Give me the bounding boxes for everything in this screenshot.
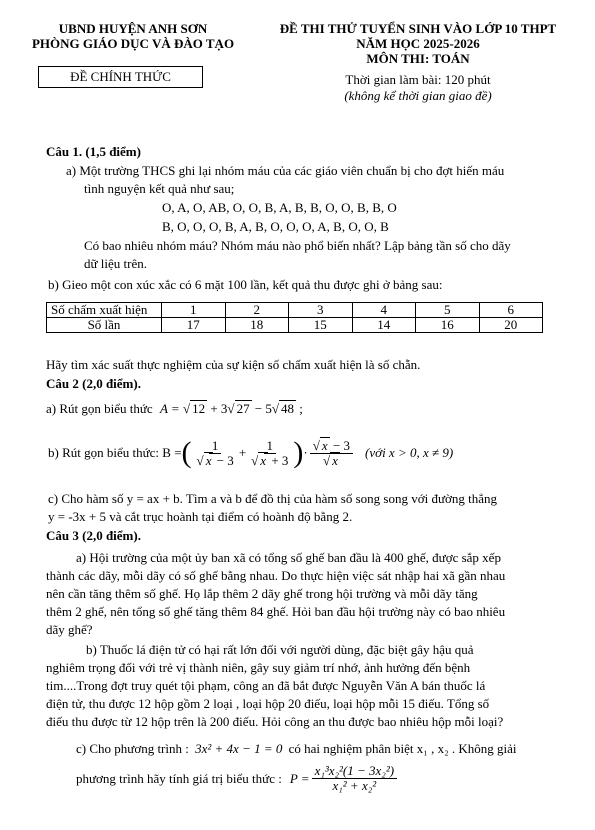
q1-title: Câu 1. (1,5 điểm) bbox=[46, 144, 141, 159]
q3-c-p-label: P = bbox=[289, 770, 310, 786]
header-right-line3: MÔN THI: TOÁN bbox=[366, 51, 470, 66]
official-box bbox=[38, 66, 203, 88]
q2-c-line1: c) Cho hàm số y = ax + b. Tìm a và b để đồ thị của hàm số song song với đường thẳng bbox=[48, 491, 497, 506]
q2-b-prefix: b) Rút gọn biểu thức: B = bbox=[48, 445, 182, 460]
table-cell: 14 bbox=[352, 318, 416, 333]
table-cell: 3 bbox=[289, 303, 353, 318]
expr-operator: − 5 bbox=[254, 401, 272, 416]
fraction-3 bbox=[310, 439, 353, 468]
q3-b-line2: nghiêm trọng đối với trẻ vị thành niên, gây suy giảm trí nhớ, ảnh hưởng đến bệnh bbox=[46, 660, 471, 675]
fraction-denominator: √ x bbox=[322, 452, 338, 468]
q3-b-line4: điện tử, thu được 12 hộp gồm 2 loại , loại hộp 20 điếu, loại hộp mỗi 15 điếu. Tổng số bbox=[46, 696, 490, 711]
q3-c-line2-prefix: phương trình hãy tính giá trị biểu thức : bbox=[76, 770, 282, 786]
header-right-line2: NĂM HỌC 2025-2026 bbox=[356, 36, 480, 51]
header-left-line2: PHÒNG GIÁO DỤC VÀ ĐÀO TẠO bbox=[31, 36, 235, 51]
q2-a-line: a) Rút gọn biểu thức A = √ 12 + 3√ 27 − 5√ 48 ; bbox=[46, 401, 303, 416]
exam-time: Thời gian làm bài: 120 phút bbox=[345, 72, 491, 87]
table-header-faces: Số chấm xuất hiện bbox=[47, 303, 162, 318]
q1-b-line: b) Gieo một con xúc xắc có 6 mặt 100 lần, kết quả thu được ghi ở bảng sau: bbox=[48, 277, 443, 292]
q3-c-line2 bbox=[76, 764, 399, 793]
fraction-denominator: x₁² + x₂² bbox=[332, 778, 377, 793]
q3-c-suffix: có hai nghiệm phân biệt x₁ , x₂ . Không giải bbox=[288, 741, 517, 756]
table-cell: 16 bbox=[416, 318, 480, 333]
table-cell: 1 bbox=[162, 303, 226, 318]
header-right-line1: ĐỀ THI THỬ TUYỂN SINH VÀO LỚP 10 THPT bbox=[279, 21, 557, 36]
fraction-denominator: √ x + 3 bbox=[251, 452, 289, 468]
header-left-line1: UBND HUYỆN ANH SƠN bbox=[58, 21, 208, 36]
table-cell: 15 bbox=[289, 318, 353, 333]
expr-a-label: A = bbox=[159, 401, 180, 416]
q1-data-line2: B, O, O, O, B, A, B, O, O, O, A, B, O, O, B bbox=[162, 219, 389, 234]
dice-frequency-table bbox=[46, 302, 543, 333]
q1-a-line2: tình nguyện kết quả như sau; bbox=[84, 181, 235, 196]
table-cell: 5 bbox=[416, 303, 480, 318]
q1-b-question: Hãy tìm xác suất thực nghiệm của sự kiện số chấm xuất hiện là số chẵn. bbox=[46, 357, 421, 372]
fraction-numerator: x₁³x₂²(1 − 3x₂²) bbox=[312, 764, 398, 779]
table-row-faces bbox=[47, 303, 543, 318]
q2-c-line2: y = -3x + 5 và cắt trục hoành tại điểm có hoành độ bằng 2. bbox=[48, 509, 353, 524]
q3-a-line3: nên cần tăng thêm số ghế. Họ lắp thêm 2 dãy ghế trong hội trường và mỗi dãy tăng bbox=[46, 586, 478, 601]
q3-c-equation: 3x² + 4x − 1 = 0 bbox=[195, 741, 283, 756]
table-cell: 6 bbox=[479, 303, 543, 318]
q3-a-line5: dãy ghế? bbox=[46, 622, 93, 637]
fraction-2 bbox=[248, 439, 291, 468]
q2-a-prefix: a) Rút gọn biểu thức bbox=[46, 401, 153, 416]
q2-title: Câu 2 (2,0 điểm). bbox=[46, 376, 141, 391]
q1-a-question1: Có bao nhiêu nhóm máu? Nhóm máu nào phổ biến nhất? Lập bảng tần số cho dãy bbox=[84, 238, 511, 253]
q3-a-line2: thành các dãy, mỗi dãy có số ghế bằng nhau. Do thực hiện việc sát nhập hai xã gần nhau bbox=[46, 568, 506, 583]
table-cell: 2 bbox=[225, 303, 289, 318]
q1-a-line1: a) Một trường THCS ghi lại nhóm máu của các giáo viên chuẩn bị cho đợt hiến máu bbox=[66, 163, 505, 178]
q3-title: Câu 3 (2,0 điểm). bbox=[46, 528, 141, 543]
q3-b-line1: b) Thuốc lá điện tử có hại rất lớn đối với người dùng, đặc biệt gây hậu quả bbox=[86, 642, 474, 657]
fraction-numerator: 1 bbox=[264, 439, 277, 454]
table-cell: 17 bbox=[162, 318, 226, 333]
q3-b-line5: điếu thu được từ 12 hộp trên là 200 điếu. Hỏi công an thu được bao nhiêu hộp mỗi loại? bbox=[46, 714, 504, 729]
q3-c-prefix: c) Cho phương trình : bbox=[76, 741, 189, 756]
official-label: ĐỀ CHÍNH THỨC bbox=[70, 69, 171, 84]
q2-b-line bbox=[48, 436, 453, 470]
fraction-numerator: √ x − 3 bbox=[310, 439, 353, 454]
left-paren: ( bbox=[181, 436, 192, 469]
fraction-numerator: 1 bbox=[209, 439, 222, 454]
table-cell: 18 bbox=[225, 318, 289, 333]
table-row-counts bbox=[47, 318, 543, 333]
sqrt-term: 48 bbox=[281, 401, 295, 416]
fraction-denominator: √ x − 3 bbox=[196, 452, 234, 468]
sqrt-term: 27 bbox=[236, 401, 250, 416]
q3-c-fraction bbox=[312, 764, 398, 793]
fraction-1 bbox=[194, 439, 237, 468]
expr-operator: + 3 bbox=[210, 401, 228, 416]
q3-c-line1 bbox=[76, 741, 516, 757]
table-header-counts: Số lần bbox=[47, 318, 162, 333]
q1-a-question2: dữ liệu trên. bbox=[84, 256, 148, 271]
plus-sign: + bbox=[238, 445, 247, 460]
table-cell: 20 bbox=[479, 318, 543, 333]
q1-data-line1: O, A, O, AB, O, O, B, A, B, B, O, O, B, B, O bbox=[162, 200, 397, 215]
exam-time-note: (không kể thời gian giao đề) bbox=[344, 88, 492, 103]
table-cell: 4 bbox=[352, 303, 416, 318]
dot-sign: · bbox=[303, 445, 308, 460]
q3-a-line4: thêm 2 ghế, nên tổng số ghế tăng thêm 84 ghế. Hỏi ban đầu hội trường này có bao nhiêu bbox=[46, 604, 506, 619]
q2-b-condition: (với x > 0, x ≠ 9) bbox=[365, 445, 454, 460]
right-paren: ) bbox=[293, 436, 304, 469]
sqrt-term: 12 bbox=[192, 401, 206, 416]
q3-a-line1: a) Hội trường của một ủy ban xã có tổng số ghế ban đầu là 400 ghế, được sắp xếp bbox=[76, 550, 501, 565]
expr-end: ; bbox=[299, 401, 303, 416]
q3-b-line3: tim....Trong đợt truy quét tội phạm, công an đã bắt được Nguyễn Văn A bán thuốc lá bbox=[46, 678, 486, 693]
